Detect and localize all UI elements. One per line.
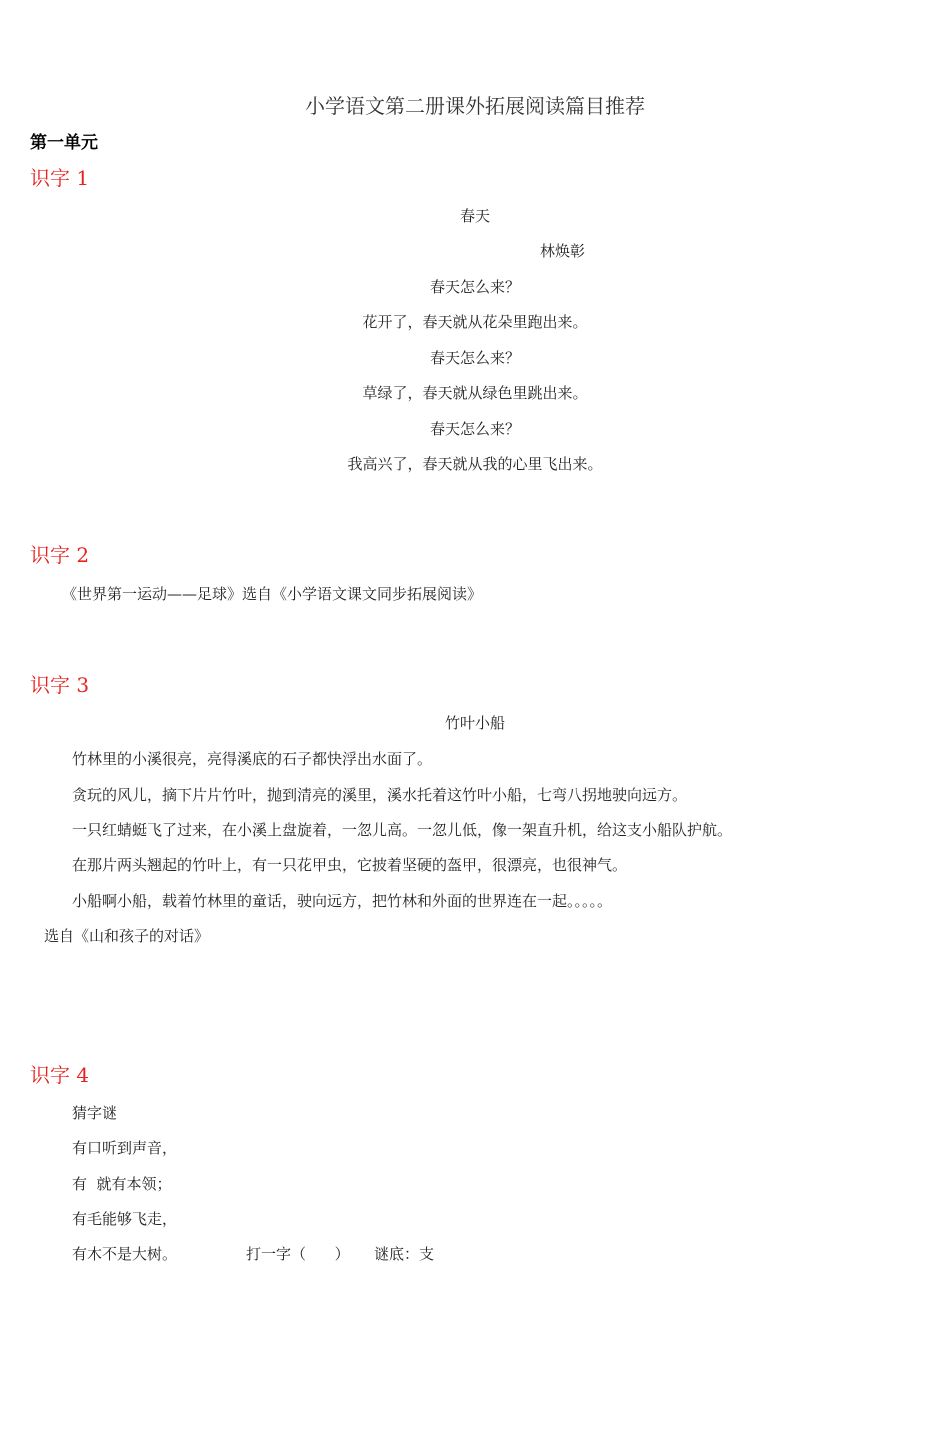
riddle-hint: 打一字（ ） (246, 1245, 350, 1263)
poem-line: 春天怎么来？ (429, 349, 520, 367)
story-title: 竹叶小船 (444, 714, 505, 732)
poem-line: 我高兴了，春天就从我的心里飞出来。 (347, 455, 603, 473)
poem-line: 草绿了，春天就从绿色里跳出来。 (362, 384, 588, 402)
riddle-answer: 谜底：支 (374, 1245, 435, 1263)
riddle-line: 有 就有本领； (72, 1175, 172, 1193)
poem-author: 林焕彰 (540, 242, 586, 260)
poem-line: 花开了，春天就从花朵里跑出来。 (362, 313, 588, 331)
riddle-line: 有木不是大树。 (72, 1245, 178, 1263)
lesson-heading-4: 识字 4 (30, 1063, 90, 1087)
document-title: 小学语文第二册课外拓展阅读篇目推荐 (305, 94, 645, 118)
riddle-line: 有毛能够飞走， (72, 1210, 178, 1228)
story-paragraph: 小船啊小船，载着竹林里的童话，驶向远方，把竹林和外面的世界连在一起。。。。。 (72, 892, 613, 910)
story-paragraph: 在那片两头翘起的竹叶上，有一只花甲虫，它披着坚硬的盔甲，很漂亮，也很神气。 (72, 856, 628, 874)
lesson-heading-3: 识字 3 (30, 673, 90, 697)
lesson-heading-2: 识字 2 (30, 543, 90, 567)
unit-heading: 第一单元 (30, 133, 98, 153)
reading-reference: 《世界第一运动——足球》选自《小学语文课文同步拓展阅读》 (62, 585, 483, 603)
poem-line: 春天怎么来？ (429, 420, 520, 438)
poem-line: 春天怎么来？ (429, 278, 520, 296)
riddle-title: 猜字谜 (72, 1104, 118, 1122)
story-source: 选自《山和孩子的对话》 (44, 927, 210, 945)
poem-title: 春天 (459, 207, 490, 225)
riddle-line: 有口听到声音， (72, 1139, 178, 1157)
story-paragraph: 竹林里的小溪很亮，亮得溪底的石子都快浮出水面了。 (72, 750, 433, 768)
lesson-heading-1: 识字 1 (30, 166, 90, 190)
story-paragraph: 一只红蜻蜓飞了过来，在小溪上盘旋着，一忽儿高。一忽儿低，像一架直升机，给这支小船队护航。 (72, 821, 733, 839)
story-paragraph: 贪玩的风儿，摘下片片竹叶，抛到清亮的溪里，溪水托着这竹叶小船，七弯八拐地驶向远方。 (72, 786, 688, 804)
